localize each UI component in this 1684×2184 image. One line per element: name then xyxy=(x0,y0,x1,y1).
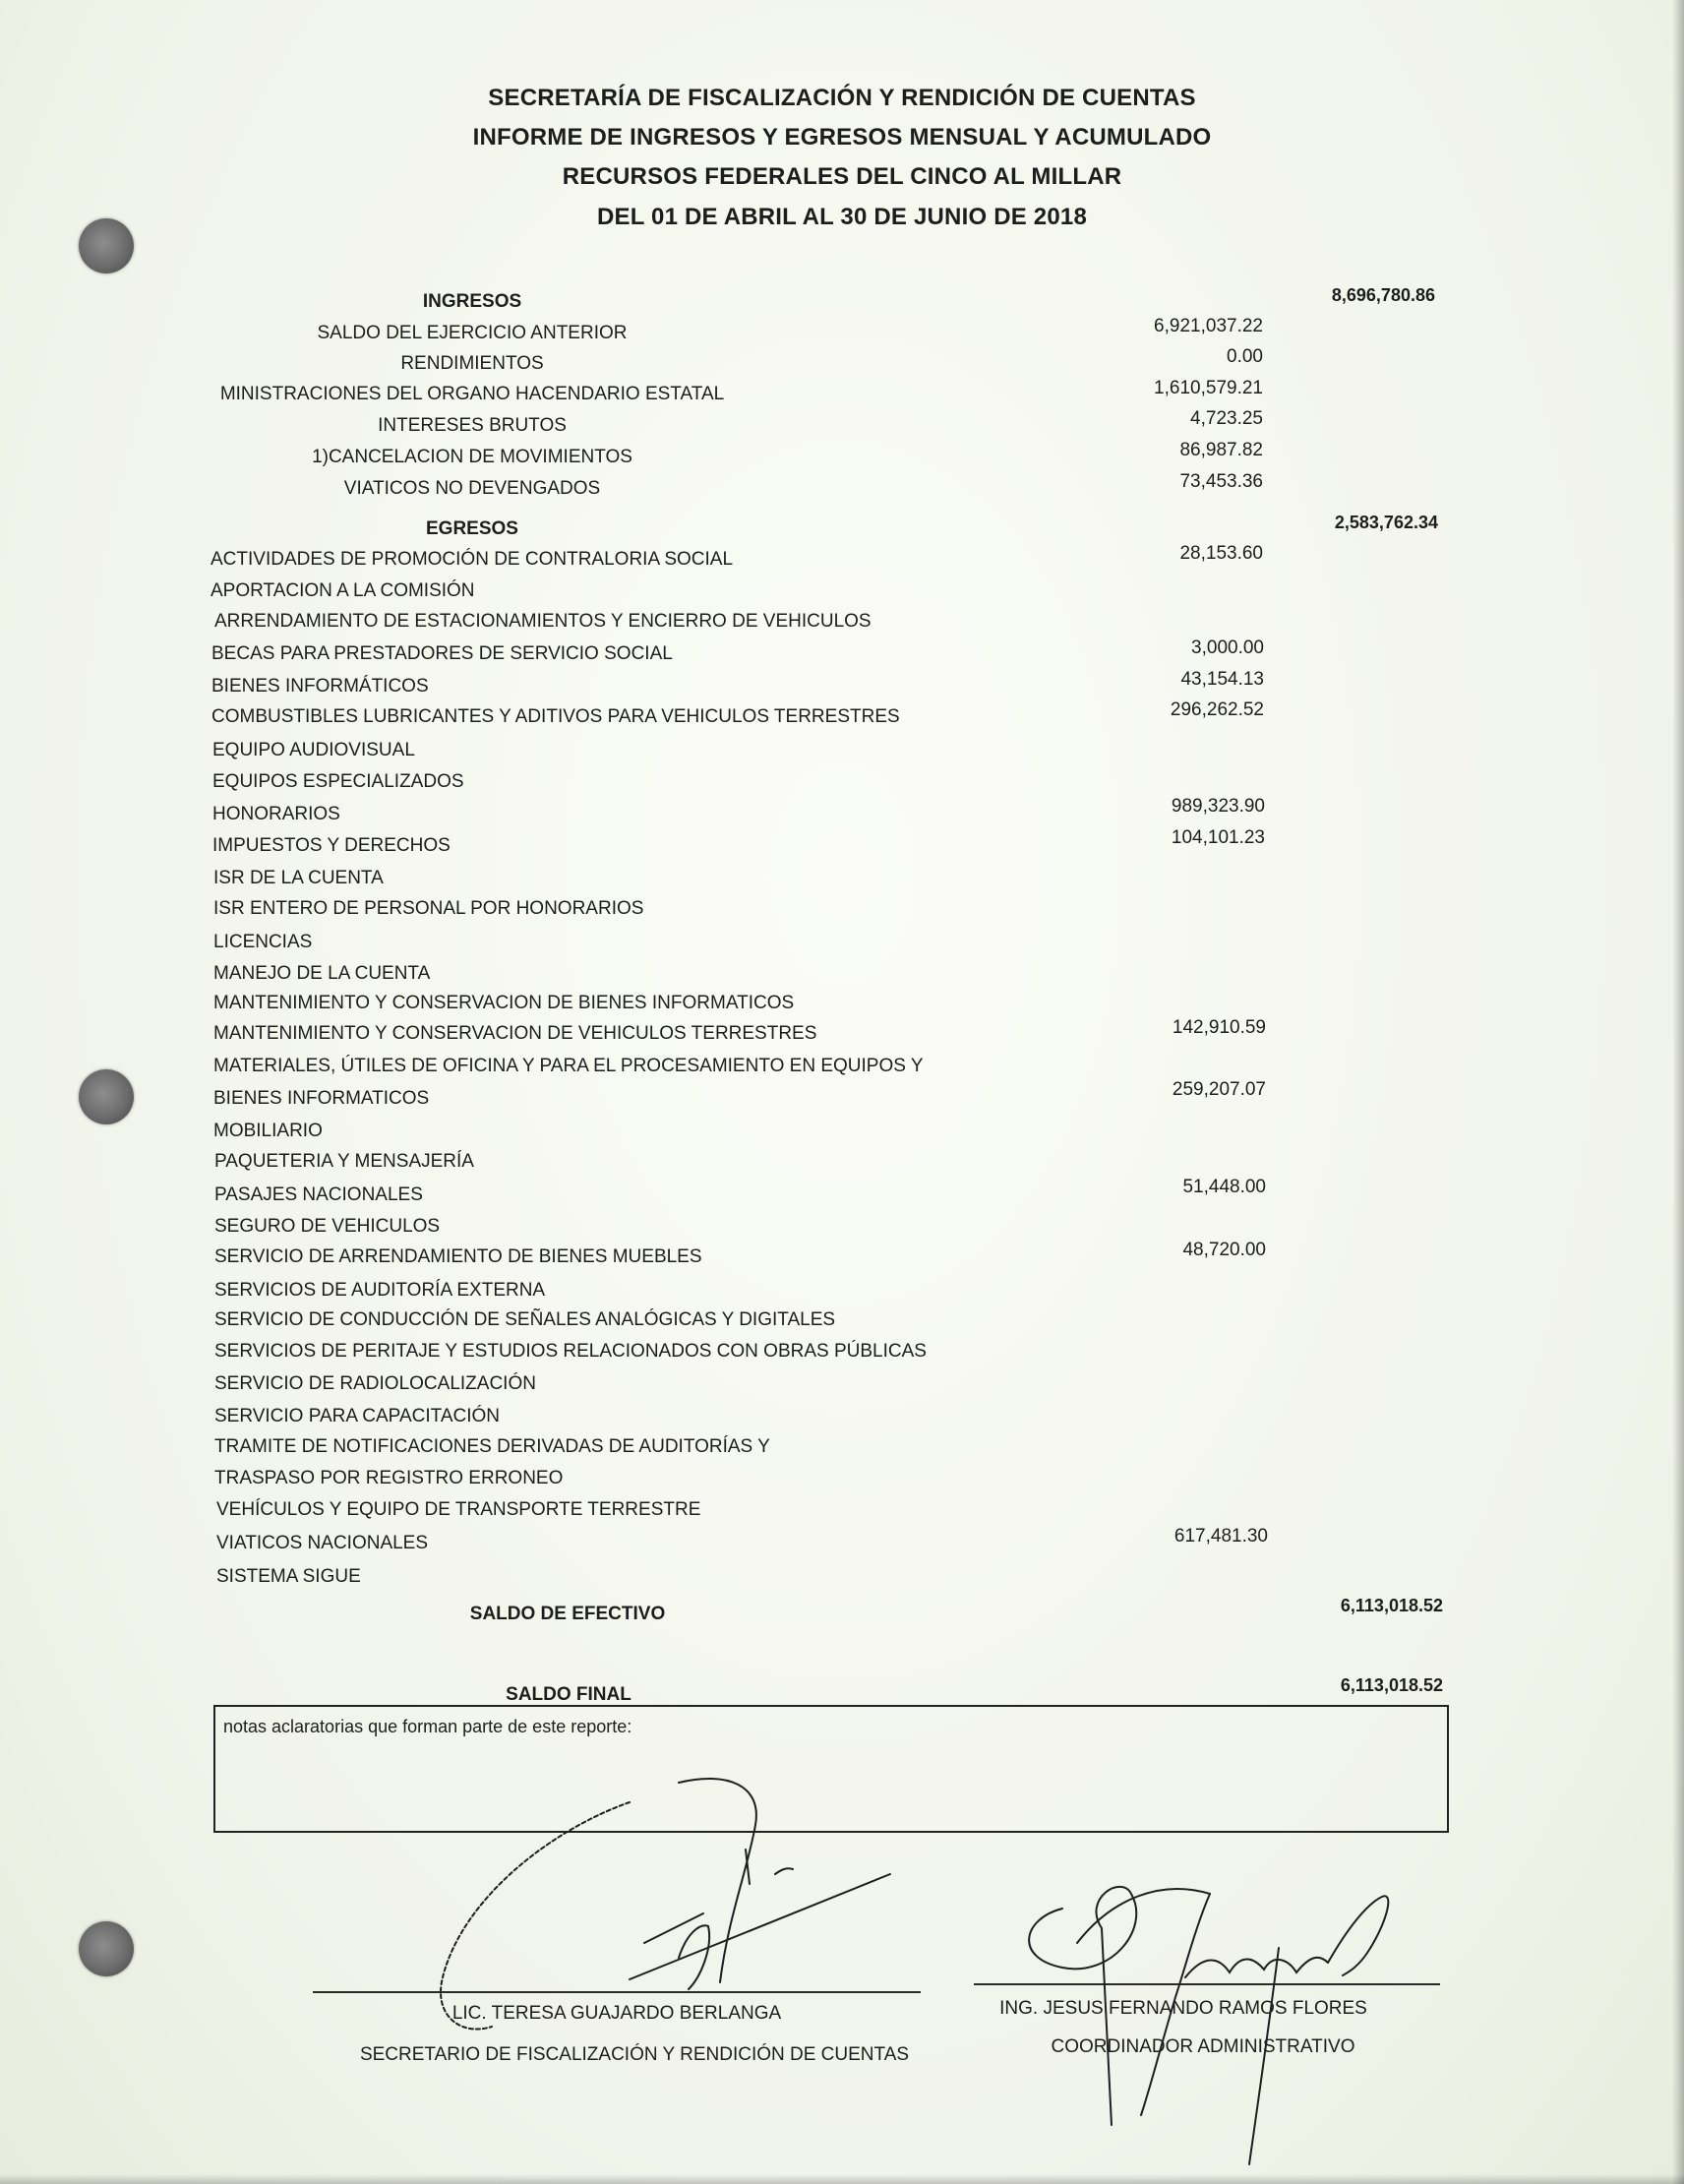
egresos-item-amount: 3,000.00 xyxy=(1191,637,1264,658)
egresos-item-label: VIATICOS NACIONALES xyxy=(216,1533,429,1553)
saldo-efectivo-amount: 6,113,018.52 xyxy=(1340,1596,1443,1615)
signature-left-stroke xyxy=(441,1802,630,2030)
header-title-3: RECURSOS FEDERALES DEL CINCO AL MILLAR xyxy=(562,163,1122,190)
ingresos-item-label: VIATICOS NO DEVENGADOS xyxy=(343,478,601,499)
saldo-final-amount: 6,113,018.52 xyxy=(1340,1675,1443,1695)
ingresos-item-label: RENDIMIENTOS xyxy=(400,353,544,374)
egresos-item-label: ISR DE LA CUENTA xyxy=(213,868,384,888)
saldo-final-label: SALDO FINAL xyxy=(506,1684,632,1705)
egresos-item-label: BECAS PARA PRESTADORES DE SERVICIO SOCIAL xyxy=(211,643,673,664)
egresos-item-label: PASAJES NACIONALES xyxy=(214,1184,423,1205)
egresos-item-label: SERVICIO DE RADIOLOCALIZACIÓN xyxy=(214,1373,536,1394)
saldo-efectivo-label: SALDO DE EFECTIVO xyxy=(469,1604,666,1624)
egresos-item-label: EQUIPOS ESPECIALIZADOS xyxy=(212,771,464,792)
egresos-item-label: MATERIALES, ÚTILES DE OFICINA Y PARA EL PROCESAMIENTO EN EQUIPOS Y xyxy=(213,1056,924,1076)
ingresos-item-amount: 1,610,579.21 xyxy=(1154,378,1263,398)
egresos-item-label: TRAMITE DE NOTIFICACIONES DERIVADAS DE AUDITORÍAS Y xyxy=(214,1436,770,1457)
egresos-item-label: APORTACION A LA COMISIÓN xyxy=(210,580,475,601)
header-title-4: DEL 01 DE ABRIL AL 30 DE JUNIO DE 2018 xyxy=(597,204,1087,230)
signature-right-stroke xyxy=(1185,1958,1328,1977)
ingresos-item-amount: 0.00 xyxy=(1227,346,1263,367)
egresos-item-amount: 259,207.07 xyxy=(1172,1079,1266,1100)
egresos-item-label: VEHÍCULOS Y EQUIPO DE TRANSPORTE TERRESTRE xyxy=(216,1499,701,1520)
signature-left-stroke xyxy=(679,1779,756,1982)
egresos-item-label: ACTIVIDADES DE PROMOCIÓN DE CONTRALORIA SOCIAL xyxy=(210,549,734,570)
notes-label: notas aclaratorias que forman parte de este reporte: xyxy=(223,1717,632,1736)
ingresos-item-amount: 4,723.25 xyxy=(1190,408,1263,429)
signature-right-title: COORDINADOR ADMINISTRATIVO xyxy=(1051,2036,1355,2057)
header-title-2: INFORME DE INGRESOS Y EGRESOS MENSUAL Y ACUMULADO xyxy=(472,124,1212,151)
ingresos-item-amount: 6,921,037.22 xyxy=(1154,316,1263,336)
signature-left-name: LIC. TERESA GUAJARDO BERLANGA xyxy=(451,2003,782,2024)
egresos-item-label: IMPUESTOS Y DERECHOS xyxy=(212,835,451,856)
ingresos-item-amount: 73,453.36 xyxy=(1179,471,1263,492)
ingresos-heading: INGRESOS xyxy=(422,291,522,312)
signature-right-stroke xyxy=(1328,1896,1388,1975)
egresos-item-label: MOBILIARIO xyxy=(213,1121,323,1141)
egresos-item-label: BIENES INFORMATICOS xyxy=(213,1088,430,1109)
signature-left-title: SECRETARIO DE FISCALIZACIÓN Y RENDICIÓN DE CUENTAS xyxy=(359,2044,910,2065)
egresos-heading: EGRESOS xyxy=(426,518,518,539)
egresos-item-amount: 617,481.30 xyxy=(1173,1526,1268,1547)
egresos-item-label: EQUIPO AUDIOVISUAL xyxy=(212,740,415,760)
egresos-item-label: ISR ENTERO DE PERSONAL POR HONORARIOS xyxy=(213,898,644,919)
egresos-item-label: SISTEMA SIGUE xyxy=(216,1566,361,1587)
ingresos-total: 8,696,780.86 xyxy=(1331,285,1435,305)
egresos-item-label: HONORARIOS xyxy=(212,804,340,824)
egresos-item-label: SERVICIO DE ARRENDAMIENTO DE BIENES MUEBLES xyxy=(214,1246,702,1267)
signature-left-stroke xyxy=(644,1913,703,1943)
ingresos-item-label: MINISTRACIONES DEL ORGANO HACENDARIO ESTATAL xyxy=(219,384,725,404)
egresos-item-label: MANTENIMIENTO Y CONSERVACION DE BIENES INFORMATICOS xyxy=(213,993,795,1013)
egresos-total: 2,583,762.34 xyxy=(1334,513,1438,532)
egresos-item-label: SERVICIOS DE AUDITORÍA EXTERNA xyxy=(214,1280,546,1301)
egresos-item-label: MANEJO DE LA CUENTA xyxy=(213,963,431,984)
egresos-item-label: MANTENIMIENTO Y CONSERVACION DE VEHICULOS TERRESTRES xyxy=(213,1023,817,1044)
signature-left-stroke xyxy=(775,1868,793,1874)
egresos-item-amount: 48,720.00 xyxy=(1182,1240,1266,1260)
egresos-item-label: SERVICIOS DE PERITAJE Y ESTUDIOS RELACIONADOS CON OBRAS PÚBLICAS xyxy=(214,1341,927,1362)
egresos-item-amount: 142,910.59 xyxy=(1172,1017,1266,1038)
egresos-item-amount: 296,262.52 xyxy=(1170,699,1264,720)
egresos-item-amount: 989,323.90 xyxy=(1171,796,1265,817)
egresos-item-label: ARRENDAMIENTO DE ESTACIONAMIENTOS Y ENCIERRO DE VEHICULOS xyxy=(214,611,872,632)
ingresos-item-label: 1)CANCELACION DE MOVIMIENTOS xyxy=(312,447,632,467)
signature-left-stroke xyxy=(630,1874,890,1979)
egresos-item-amount: 43,154.13 xyxy=(1180,669,1264,690)
egresos-item-label: LICENCIAS xyxy=(213,932,313,952)
egresos-item-label: SERVICIO DE CONDUCCIÓN DE SEÑALES ANALÓGICAS Y DIGITALES xyxy=(214,1309,836,1330)
ingresos-item-label: SALDO DEL EJERCICIO ANTERIOR xyxy=(317,323,628,343)
ingresos-item-label: INTERESES BRUTOS xyxy=(378,415,567,436)
egresos-item-label: SEGURO DE VEHICULOS xyxy=(214,1216,441,1237)
egresos-item-label: COMBUSTIBLES LUBRICANTES Y ADITIVOS PARA VEHICULOS TERRESTRES xyxy=(211,706,900,727)
egresos-item-amount: 104,101.23 xyxy=(1171,827,1265,848)
egresos-item-label: PAQUETERIA Y MENSAJERÍA xyxy=(214,1151,474,1172)
egresos-item-label: BIENES INFORMÁTICOS xyxy=(211,676,429,697)
header-title-1: SECRETARÍA DE FISCALIZACIÓN Y RENDICIÓN DE CUENTAS xyxy=(488,85,1196,111)
ingresos-item-amount: 86,987.82 xyxy=(1179,440,1263,460)
signature-right-name: ING. JESUS FERNANDO RAMOS FLORES xyxy=(999,1998,1367,2019)
egresos-item-label: TRASPASO POR REGISTRO ERRONEO xyxy=(214,1468,564,1488)
egresos-item-amount: 51,448.00 xyxy=(1182,1177,1266,1197)
egresos-item-amount: 28,153.60 xyxy=(1179,543,1263,564)
egresos-item-label: SERVICIO PARA CAPACITACIÓN xyxy=(214,1406,500,1426)
